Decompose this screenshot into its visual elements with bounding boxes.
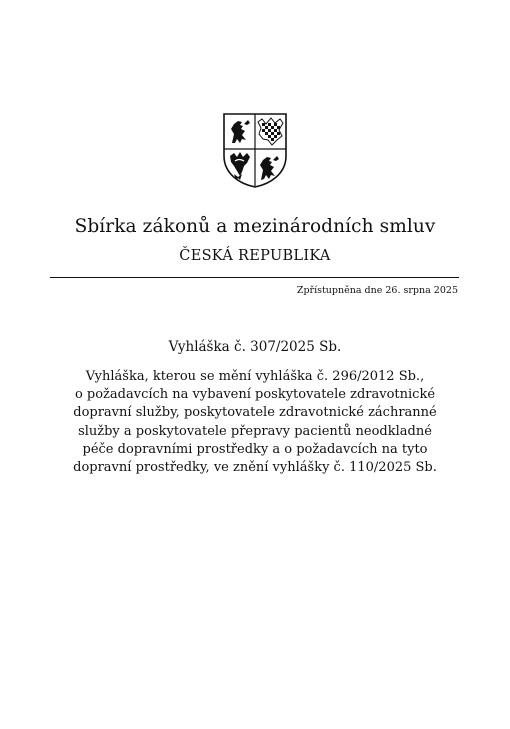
- document-number: Vyhláška č. 307/2025 Sb.: [168, 339, 342, 355]
- header-divider: [50, 277, 459, 278]
- document-title-line: dopravní služby, poskytovatele zdravotnické záchranné: [73, 405, 437, 421]
- document-title-line: o požadavcích na vybavení poskytovatele zdravotnické: [74, 387, 436, 403]
- country-name: ČESKÁ REPUBLIKA: [179, 248, 331, 264]
- collection-title: Sbírka zákonů a mezinárodních smluv: [74, 216, 436, 237]
- document-title-line: péče dopravními prostředky a o požadavcích na tyto: [82, 441, 428, 457]
- czech-coat-of-arms-icon: [222, 112, 288, 188]
- document-title-line: služby a poskytovatele přepravy pacientů neodkladné: [78, 423, 432, 439]
- document-title-line: dopravní prostředky, ve znění vyhlášky č. 110/2025 Sb.: [73, 460, 437, 476]
- document-title-line: Vyhláška, kterou se mění vyhláška č. 296/2012 Sb.,: [85, 369, 425, 384]
- publication-date: Zpřístupněna dne 26. srpna 2025: [296, 285, 458, 296]
- document-title: [60, 368, 450, 477]
